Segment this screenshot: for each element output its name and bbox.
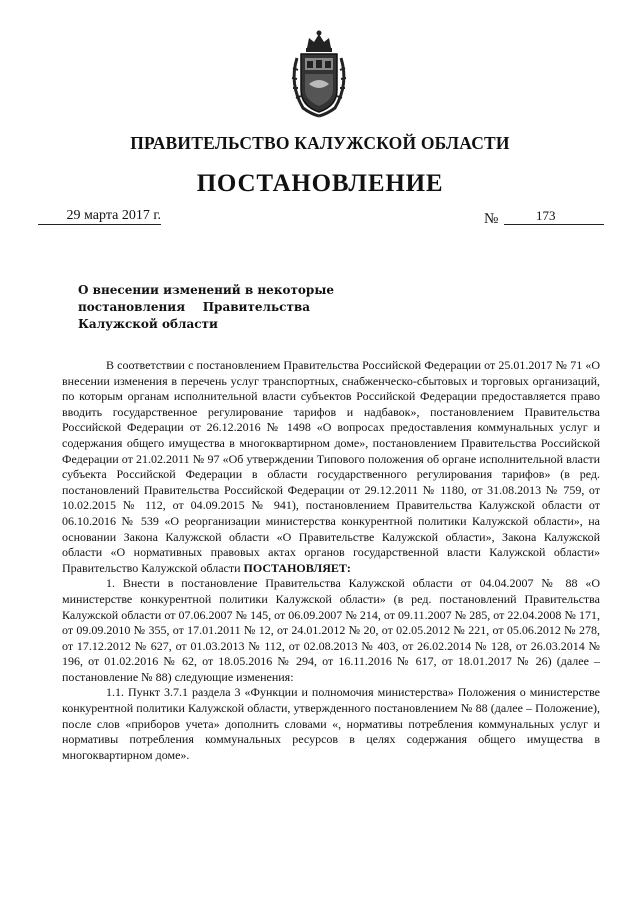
document-type: ПОСТАНОВЛЕНИЕ	[196, 170, 444, 197]
coat-of-arms-icon	[283, 28, 355, 118]
resolves-keyword: ПОСТАНОВЛЯЕТ:	[243, 560, 351, 575]
document-body	[62, 358, 600, 763]
document-subject	[78, 282, 334, 333]
number-sign: №	[484, 211, 499, 227]
subject-line-3: Калужской области	[78, 317, 218, 331]
paragraph-item-1-1: 1.1. Пункт 3.7.1 раздела 3 «Функции и полномочия министерства» Положения о министерстве конкурентной политики Калужской области, утвержденного постановлением № 88 (далее – Положение), после слов «приборов учета» дополнить словами «, нормативы потребления коммунальных услуг и нормативы потребления коммунальных ресурсов в целях содержания общего имущества в многоквартирном доме».	[62, 685, 600, 762]
document-number: 173	[504, 207, 604, 225]
subject-line-1: О внесении изменений в некоторые	[78, 283, 334, 297]
subject-line-2: постановления Правительства	[78, 300, 310, 314]
paragraph-preamble	[62, 358, 600, 576]
paragraph-item-1: 1. Внести в постановление Правительства Калужской области от 04.04.2007 № 88 «О министерстве конкурентной политики Калужской области» (в ред. постановлений Правительства Калужской области от 07.06.2007 № 145, от 06.09.2007 № 214, от 09.11.2007 № 285, от 22.04.2008 № 171, от 09.09.2010 № 355, от 17.01.2011 № 12, от 24.01.2012 № 20, от 02.05.2012 № 221, от 05.06.2012 № 278, от 17.12.2012 № 627, от 01.03.2013 № 112, от 02.08.2013 № 403, от 26.02.2014 № 128, от 26.03.2014 № 196, от 01.02.2016 № 62, от 18.05.2016 № 294, от 16.11.2016 № 617, от 18.01.2017 № 26) (далее – постановление № 88) следующие изменения:	[62, 576, 600, 684]
document-date: 29 марта 2017 г.	[38, 207, 161, 225]
preamble-text: В соответствии с постановлением Правительства Российской Федерации от 25.01.2017 № 71 «О внесении изменения в перечень услуг транспортных, снабженческо-сбытовых и торговых организаций, по которым органам исполнительной власти субъектов Российской Федерации предоставляется право вводить государственное регулирование тарифов и надбавок», постановлением Правительства Российской Федерации от 26.12.2016 № 1498 «О вопросах предоставления коммунальных услуг и содержания общего имущества в многоквартирном доме», постановлением Правительства Российской Федерации от 21.02.2011 № 97 «Об утверждении Типового положения об органе исполнительной власти субъекта Российской Федерации в области государственного регулирования тарифов» (в ред. постановлений Правительства Российской Федерации от 29.12.2011 № 1180, от 31.08.2013 № 759, от 10.02.2015 № 112, от 04.09.2015 № 941), постановлением Правительства Калужской области от 06.10.2016 № 539 «О реорганизации министерства конкурентной политики Калужской области», на основании Закона Калужской области «О Правительстве Калужской области», Закона Калужской области «О нормативных правовых актах органов государственной власти Калужской области» Правительство Калужской области	[62, 358, 600, 575]
government-title: ПРАВИТЕЛЬСТВО КАЛУЖСКОЙ ОБЛАСТИ	[130, 133, 510, 153]
